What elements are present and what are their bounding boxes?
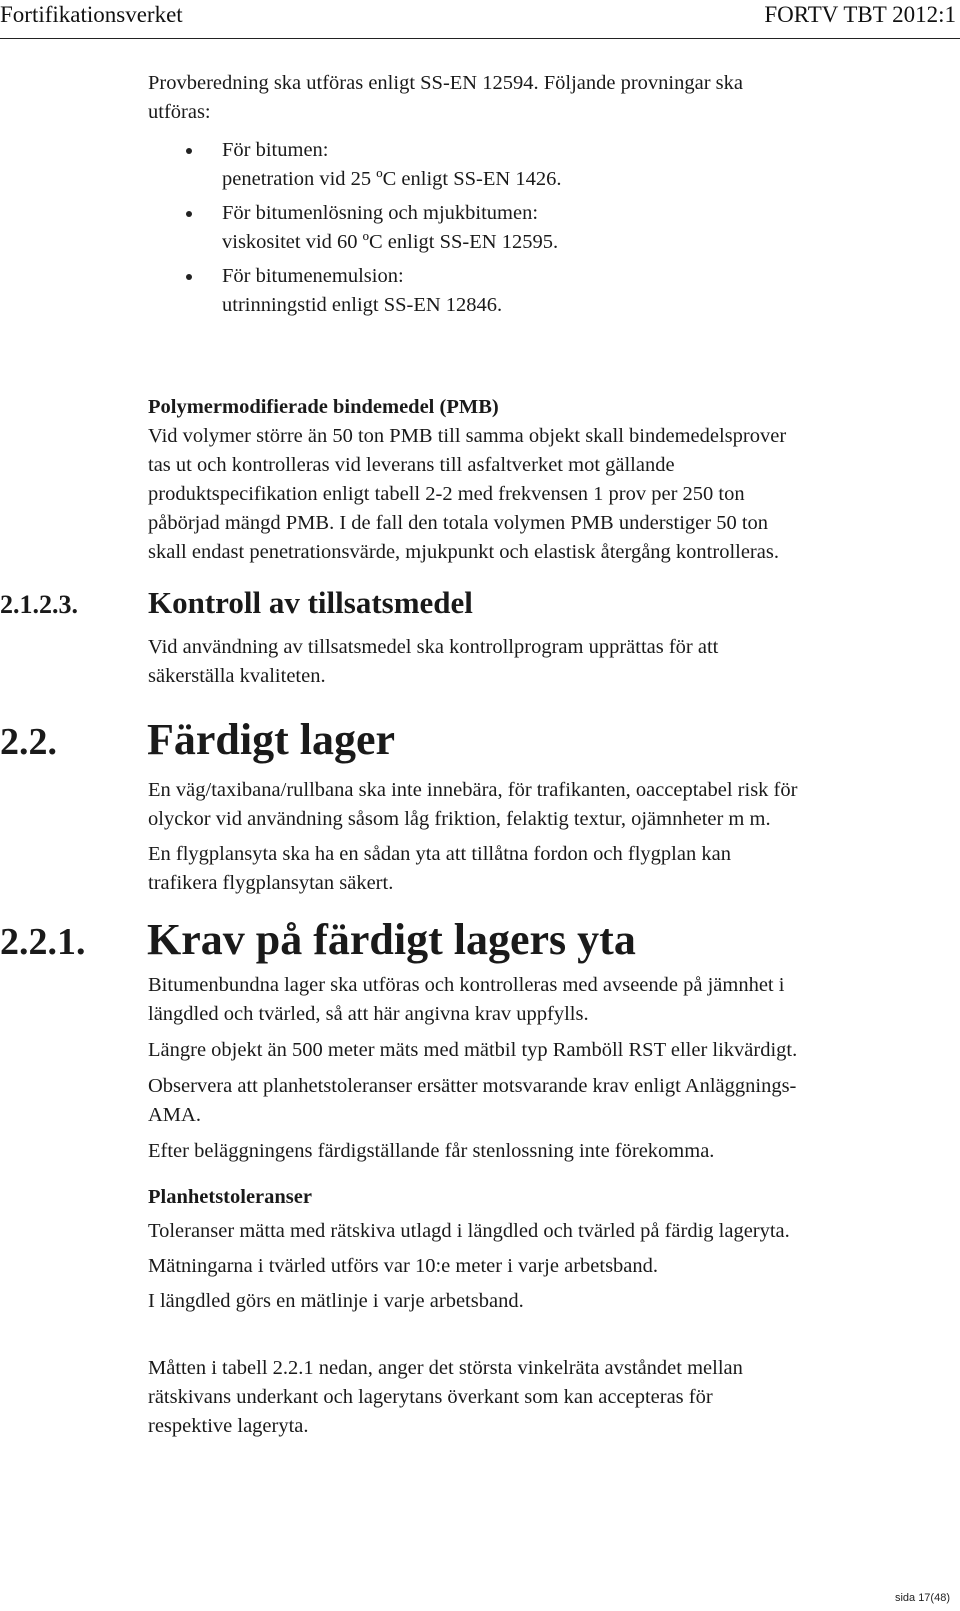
paragraph-line: Bitumenbundna lager ska utföras och kontrolleras med avseende på jämnhet i [148, 974, 785, 996]
list-item-detail: utrinningstid enligt SS-EN 12846. [222, 294, 503, 316]
intro-line-1: Provberedning ska utföras enligt SS-EN 12594. Följande provningar ska [148, 72, 743, 94]
list-item [148, 262, 938, 320]
pmb-line: påbörjad mängd PMB. I de fall den totala volymen PMB understiger 50 ton [148, 512, 769, 534]
paragraph-line: Mätningarna i tvärled utförs var 10:e meter i varje arbetsband. [148, 1255, 659, 1277]
section-body [148, 971, 938, 1166]
header-divider [0, 38, 960, 39]
test-list [148, 136, 938, 320]
paragraph-line: En flygplansyta ska ha en sådan yta att tillåtna fordon och flygplan kan [148, 843, 731, 865]
list-item-detail: viskositet vid 60 ºC enligt SS-EN 12595. [222, 231, 559, 253]
list-item-detail: penetration vid 25 ºC enligt SS-EN 1426. [222, 168, 562, 190]
list-item [148, 199, 938, 257]
list-item-title: För bitumenlösning och mjukbitumen: [222, 202, 539, 224]
paragraph-line: Observera att planhetstoleranser ersätter motsvarande krav enligt Anläggnings- [148, 1075, 797, 1097]
paragraph-line: AMA. [148, 1104, 201, 1126]
section-number: 2.2.1. [0, 921, 86, 963]
section-title: Krav på färdigt lagers yta [147, 915, 636, 964]
tolerance-heading: Planhetstoleranser [148, 1186, 312, 1208]
pmb-line: Vid volymer större än 50 ton PMB till samma objekt skall bindemedelsprover [148, 425, 787, 447]
intro-section [148, 69, 938, 127]
paragraph-line: Längre objekt än 500 meter mäts med mätbil typ Ramböll RST eller likvärdigt. [148, 1039, 798, 1061]
list-item [148, 136, 938, 194]
header-organization: Fortifikationsverket [0, 2, 183, 27]
measurement-note [148, 1354, 938, 1441]
paragraph-line: säkerställa kvaliteten. [148, 665, 326, 687]
list-item-title: För bitumen: [222, 139, 329, 161]
paragraph-line: längdled och tvärled, så att här angivna krav uppfylls. [148, 1003, 589, 1025]
section-body [148, 776, 938, 898]
paragraph-line: Vid användning av tillsatsmedel ska kontrollprogram upprättas för att [148, 636, 719, 658]
section-body [148, 633, 938, 691]
pmb-heading: Polymermodifierade bindemedel (PMB) [148, 396, 499, 418]
intro-line-2: utföras: [148, 101, 211, 123]
pmb-section [148, 393, 938, 567]
paragraph-line: Måtten i tabell 2.2.1 nedan, anger det största vinkelräta avståndet mellan [148, 1357, 743, 1379]
tolerance-section [148, 1183, 938, 1316]
section-title: Färdigt lager [147, 715, 396, 764]
paragraph-line: I längdled görs en mätlinje i varje arbetsband. [148, 1290, 524, 1312]
section-number: 2.2. [0, 721, 57, 763]
header-document-id: FORTV TBT 2012:1 [764, 2, 956, 27]
section-title: Kontroll av tillsatsmedel [148, 585, 473, 620]
pmb-line: produktspecifikation enligt tabell 2-2 med frekvensen 1 prov per 250 ton [148, 483, 745, 505]
paragraph-line: Efter beläggningens färdigställande får stenlossning inte förekomma. [148, 1140, 715, 1162]
paragraph-line: trafikera flygplansytan säkert. [148, 872, 394, 894]
paragraph-line: respektive lageryta. [148, 1415, 309, 1437]
section-number: 2.1.2.3. [0, 590, 78, 619]
pmb-line: tas ut och kontrolleras vid leverans till asfaltverket mot gällande [148, 454, 675, 476]
list-item-title: För bitumenemulsion: [222, 265, 404, 287]
paragraph-line: olyckor vid användning såsom låg friktion, felaktig textur, ojämnheter m m. [148, 808, 771, 830]
page-number: sida 17(48) [894, 1592, 950, 1604]
paragraph-line: rätskivans underkant och lagerytans överkant som kan accepteras för [148, 1386, 713, 1408]
paragraph-line: En väg/taxibana/rullbana ska inte innebära, för trafikanten, oacceptabel risk för [148, 779, 798, 801]
paragraph-line: Toleranser mätta med rätskiva utlagd i längdled och tvärled på färdig lageryta. [148, 1220, 790, 1242]
pmb-line: skall endast penetrationsvärde, mjukpunkt och elastisk återgång kontrolleras. [148, 541, 779, 563]
